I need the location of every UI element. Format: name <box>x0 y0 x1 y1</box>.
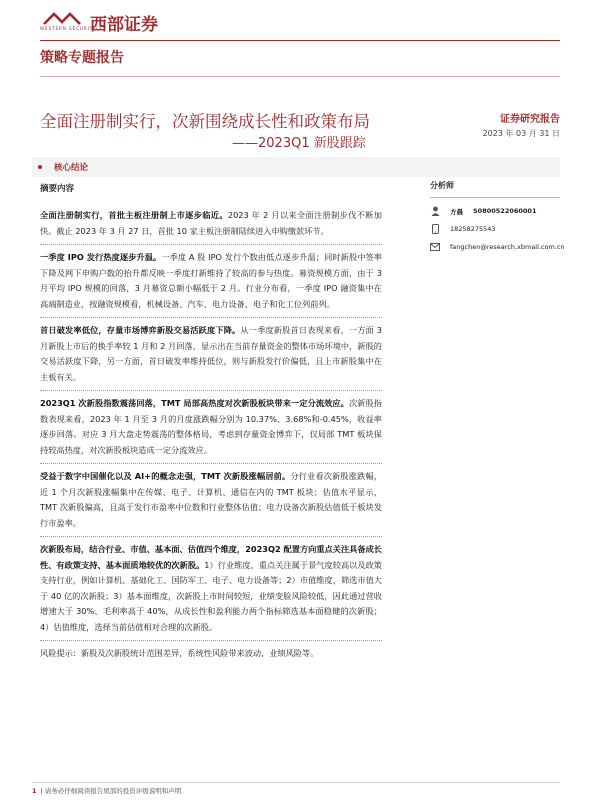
paragraph-lead: 一季度 IPO 发行热度逐步升温。 <box>40 252 162 262</box>
bullet-icon <box>38 165 42 169</box>
report-type: 证券研究报告 <box>500 114 560 125</box>
analyst-heading: 分析师 <box>430 180 560 198</box>
paragraph-lead: 首日破发率低位，存量市场博弈新股交易活跃度下降。 <box>40 325 241 335</box>
phone-icon <box>430 224 440 234</box>
abstract-paragraph <box>40 250 382 318</box>
abstract-paragraph <box>40 396 382 464</box>
footer-disclaimer: | 请务必仔细阅读报告尾部的投资评级说明和声明 <box>40 787 182 795</box>
report-subtitle: ——2023Q1 新股跟踪 <box>232 136 366 151</box>
section-header <box>32 157 560 177</box>
report-title: 全面注册制实行，次新围绕成长性和政策布局 <box>40 112 370 131</box>
logo-subtext: WESTERN SECURITIES <box>40 26 103 31</box>
abstract-paragraph <box>40 208 382 245</box>
analyst-name-row <box>430 206 560 216</box>
page-footer <box>32 786 181 795</box>
paragraph-lead: 受益于数字中国催化以及 AI+的概念走强，TMT 次新股涨幅居前。 <box>40 471 291 481</box>
paragraph-body: 分行业看次新股涨跌幅，近 1 个月次新股涨幅集中在传媒、电子、计算机、通信在内的 TMT 板块；估值水平显示，TMT 次新股偏高，且高于发行市盈率中位数和行业整体估值；电力设备次新股估值低于板块发行市盈率。 <box>40 471 382 528</box>
category-divider <box>40 76 560 77</box>
analyst-phone: 18258275543 <box>450 225 496 233</box>
paragraph-body: 从一季度新股首日表现来看，一方面 3 月新股上市后的换手率较 1 月和 2 月回落，显示出在当前存量资金的整体市场环境中，新股的交易活跃度下降，另一方面，首日破发率维持低位，则与新股发行价偏低，且上市新股集中在主板有关。 <box>40 325 382 382</box>
analyst-email[interactable]: fangchen@research.xbmail.com.cn <box>450 243 565 251</box>
analyst-name: 方晨 <box>450 207 463 216</box>
abstract-paragraph <box>40 323 382 391</box>
analyst-email-row <box>430 242 565 252</box>
logo-text: 西部证券 <box>90 15 158 35</box>
analyst-phone-row <box>430 224 560 234</box>
abstract-paragraph <box>40 469 382 537</box>
paragraph-body: 次新股指数表现来看，2023 年 1 月至 3 月的月度涨跌幅分别为 10.37%、3.68%和-0.45%，收益率逐步回落。对应 3 月大盘走势震荡的整体格局，考虑到存量资金博弈下，仅局部 TMT 板块保持较高热度，对次新股板块造成一定分流效应。 <box>40 398 382 455</box>
report-date: 2023 年 03 月 31 日 <box>482 129 560 138</box>
paragraph-body: 一季度 A 股 IPO 发行个数由低点逐步升温；同时新股中签率下降及网下申购户数的抬升都反映一季度打新维持了较高的参与热度。募资规模方面，由于 3 月平均 IPO 规模的回落，3 月募资总额小幅低于 2 月。行业分布看，一季度 IPO 融资集中在高端制造业，按融资规模看，机械设备、汽车、电力设备、电子和化工位列前列。 <box>40 252 382 309</box>
header-divider <box>40 40 560 41</box>
abstract-heading: 摘要内容 <box>40 184 75 194</box>
risk-warning-text: 风险提示：新股及次新股统计范围差异，系统性风险带来波动，业绩风险等。 <box>40 648 319 658</box>
brand-logo <box>40 10 158 35</box>
paragraph-lead: 2023Q1 次新股指数震荡回落，TMT 局部高热度对次新股板块带来一定分流效应。 <box>40 398 349 408</box>
paragraph-lead: 次新股布局，结合行业、市值、基本面、估值四个维度，2023Q2 配置方向重点关注具备成长性、有政策支持、基本面质地较优的次新股。 <box>40 544 382 570</box>
analyst-panel <box>430 180 565 252</box>
abstract <box>40 182 382 672</box>
paragraph-body: 2023 年 2 月以来全面注册制步伐不断加快。截止 2023 年 3 月 27 日，首批 10 家主板注册制陆续进入申购缴款环节。 <box>40 210 382 236</box>
risk-warning <box>40 646 382 667</box>
person-icon <box>430 206 440 216</box>
paragraph-lead: 全面注册制实行，首批主板注册制上市逐步临近。 <box>40 210 228 220</box>
paragraph-body: 1）行业维度，重点关注属于景气度较高以及政策支持行业，例如计算机、基础化工、国防军工、电子、电力设备等；2）市值维度，筛选市值大于 40 亿的次新股；3）基本面维度，次新股上市时间较短，业绩变脸风险较低，因此通过营收增速大于 30%、毛利率高于 40%，从成长性和盈利能力两个指标筛选基本面稳健的次新股；4）估值维度，选择当前估值相对合理的次新股。 <box>40 559 382 632</box>
report-category: 策略专题报告 <box>40 50 124 66</box>
section-label: 核心结论 <box>54 163 89 173</box>
analyst-license: S0800522060001 <box>473 207 537 215</box>
page-number: 1 <box>32 787 37 795</box>
footer-divider <box>32 782 560 783</box>
abstract-paragraph <box>40 542 382 641</box>
email-icon <box>430 242 440 252</box>
